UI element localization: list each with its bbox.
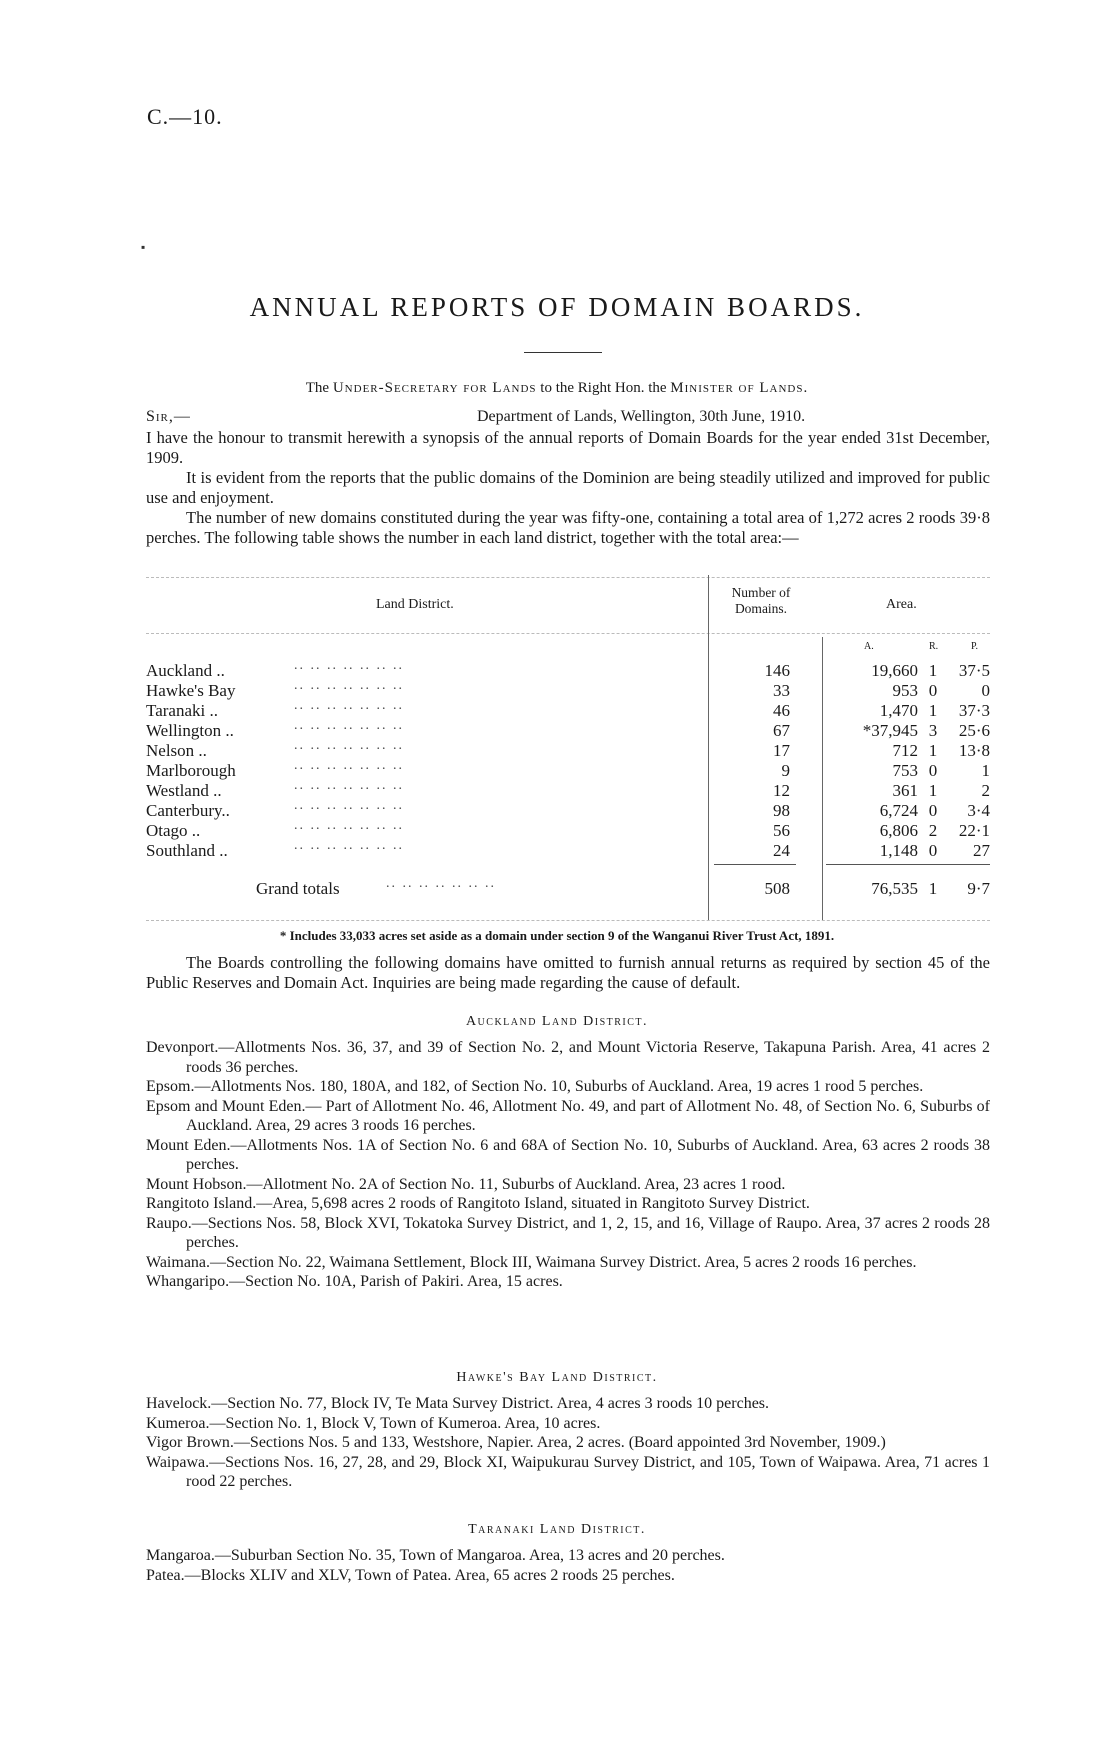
roods-cell: 0 [928, 801, 938, 820]
table-footnote: * Includes 33,033 acres set aside as a domain under section 9 of the Wanganui River Trust Act, 1891. [279, 928, 835, 943]
number-cell: 33 [773, 681, 790, 700]
number-cell: 46 [773, 701, 790, 720]
auckland-entries [146, 1038, 990, 1292]
acres-cell: 19,660 [871, 661, 918, 680]
perches-cell: 27 [973, 841, 990, 860]
table-top-rule [146, 577, 990, 578]
addressee-to: Minister of Lands. [670, 380, 809, 396]
roods-cell: 0 [928, 761, 938, 780]
page-identifier: C.—10. [147, 104, 223, 129]
district-cell: Westland .. [146, 781, 222, 800]
acres-cell: 953 [892, 681, 918, 700]
title-rule [524, 352, 602, 353]
dot-leader: .. .. .. .. .. .. .. [386, 876, 496, 891]
roods-cell: 1 [928, 701, 938, 720]
acres-cell: 712 [892, 741, 918, 760]
roods-cell: 1 [928, 661, 938, 680]
domain-entry: Epsom and Mount Eden.— Part of Allotment No. 46, Allotment No. 49, and part of Allotment No. 48, of Section No. 6, Suburbs of Auckland. Area, 29 acres 3 roods 16 perches. [146, 1097, 990, 1134]
domain-entry: Vigor Brown.—Sections Nos. 5 and 133, Westshore, Napier. Area, 2 acres. (Board appointed 3rd November, 1909.) [146, 1434, 886, 1451]
number-cell: 9 [781, 761, 790, 780]
domains-table [146, 575, 990, 925]
perches-cell: 0 [981, 681, 990, 700]
scan-speck: ▪ [141, 240, 146, 254]
district-cell: Auckland .. [146, 661, 225, 680]
roods-cell: 2 [928, 821, 938, 840]
number-cell: 56 [773, 821, 790, 840]
domain-entry: Kumeroa.—Section No. 1, Block V, Town of Kumeroa. Area, 10 acres. [146, 1414, 601, 1432]
intro-paragraphs [146, 428, 990, 548]
district-cell: Canterbury.. [146, 801, 230, 820]
district-cell: Wellington .. [146, 721, 234, 740]
total-rule [714, 864, 796, 865]
domain-entry: Patea.—Blocks XLIV and XLV, Town of Patea. Area, 65 acres 2 roods 25 perches. [146, 1566, 675, 1584]
perches-cell: 1 [981, 761, 990, 780]
page-title: ANNUAL REPORTS OF DOMAIN BOARDS. [249, 292, 865, 322]
district-cell: Nelson .. [146, 741, 207, 760]
acres-cell: 753 [892, 761, 918, 780]
acres-cell: 6,724 [879, 801, 918, 820]
acres-cell: 361 [892, 781, 918, 800]
acres-cell: 1,470 [879, 701, 918, 720]
perches-cell: 2 [981, 781, 990, 800]
dot-leader: .. .. .. .. .. .. .. [294, 798, 404, 813]
paragraph-2: It is evident from the reports that the public domains of the Dominion are being steadily utilized and improved for public use and enjoyment. [146, 468, 990, 507]
boards-paragraph: The Boards controlling the following domains have omitted to furnish annual returns as required by section 45 of the Public Reserves and Domain Act. Inquiries are being made regarding the cause of default. [146, 953, 990, 992]
dot-leader: .. .. .. .. .. .. .. [294, 778, 404, 793]
total-acres: 76,535 [871, 879, 918, 898]
table-header-rule [146, 633, 990, 634]
addressee-mid: to the Right Hon. the [540, 380, 667, 396]
roods-cell: 1 [928, 781, 938, 800]
unit-roods: R. [929, 641, 939, 652]
district-cell: Otago .. [146, 821, 201, 840]
header-land-district: Land District. [376, 597, 454, 612]
total-label: Grand totals [256, 879, 340, 898]
department-line: Department of Lands, Wellington, 30th June, 1910. [477, 408, 806, 425]
paragraph-3: The number of new domains constituted during the year was fifty-one, containing a total area of 1,272 acres 2 roods 39·8 perches. The following table shows the number in each land district, together with the total area:— [146, 508, 990, 547]
roods-cell: 1 [928, 741, 938, 760]
table-total-row [146, 876, 990, 899]
roods-cell: 0 [928, 841, 938, 860]
total-perches: 9·7 [967, 879, 990, 898]
section-heading-hawkes-bay: Hawke's Bay Land District. [456, 1370, 658, 1385]
dot-leader: .. .. .. .. .. .. .. [294, 758, 404, 773]
perches-cell: 37·3 [958, 701, 990, 720]
district-cell: Taranaki .. [146, 701, 218, 720]
domain-entry: Havelock.—Section No. 77, Block IV, Te Mata Survey District. Area, 4 acres 3 roods 10 perches. [146, 1395, 770, 1412]
domain-entry: Devonport.—Allotments Nos. 36, 37, and 39 of Section No. 2, and Mount Victoria Reserve, Takapuna Parish. Area, 41 acres 2 roods 36 perches. [146, 1039, 990, 1076]
salutation: Sir,— [146, 408, 191, 425]
number-cell: 17 [773, 741, 790, 760]
total-number: 508 [764, 879, 790, 898]
unit-perches: P. [971, 641, 978, 652]
addressee-pre: The [305, 380, 330, 396]
district-cell: Hawke's Bay [146, 681, 236, 700]
perches-cell: 22·1 [958, 821, 990, 840]
table-bottom-rule [146, 920, 990, 921]
taranaki-entries [146, 1546, 990, 1585]
number-cell: 146 [764, 661, 790, 680]
perches-cell: 37·5 [958, 661, 990, 680]
domain-entry: Whangaripo.—Section No. 10A, Parish of Pakiri. Area, 15 acres. [146, 1273, 563, 1290]
district-cell: Southland .. [146, 841, 228, 860]
section-heading-taranaki: Taranaki Land District. [468, 1522, 646, 1537]
paragraph-1: I have the honour to transmit herewith a synopsis of the annual reports of Domain Boards for the year ended 31st December, 1909. [146, 428, 990, 467]
dot-leader: .. .. .. .. .. .. .. [294, 698, 404, 713]
acres-cell: 1,148 [879, 841, 918, 860]
total-roods: 1 [928, 879, 938, 898]
addressee-line [0, 380, 1114, 397]
number-cell: 98 [773, 801, 790, 820]
section-heading-auckland: Auckland Land District. [465, 1014, 649, 1029]
dot-leader: .. .. .. .. .. .. .. [294, 738, 404, 753]
dot-leader: .. .. .. .. .. .. .. [294, 718, 404, 733]
roods-cell: 0 [928, 681, 938, 700]
domain-entry: Mangaroa.—Suburban Section No. 35, Town of Mangaroa. Area, 13 acres and 20 perches. [146, 1547, 725, 1564]
domain-entry: Waimana.—Section No. 22, Waimana Settlement, Block III, Waimana Survey District. Area, 5 acres 2 roods 16 perches. [146, 1253, 917, 1271]
perches-cell: 13·8 [958, 741, 990, 760]
domain-entry: Waipawa.—Sections Nos. 16, 27, 28, and 29, Block XI, Waipukurau Survey District, and 105, Town of Waipawa. Area, 71 acres 1 rood 22 perches. [146, 1453, 990, 1490]
roods-cell: 3 [928, 721, 938, 740]
number-cell: 12 [773, 781, 790, 800]
header-area: Area. [886, 597, 917, 612]
domain-entry: Rangitoto Island.—Area, 5,698 acres 2 roods of Rangitoto Island, situated in Rangitoto Survey District. [146, 1195, 810, 1212]
domain-entry: Mount Eden.—Allotments Nos. 1A of Section No. 6 and 68A of Section No. 10, Suburbs of Auckland. Area, 63 acres 2 roods 38 perches. [146, 1136, 990, 1173]
dot-leader: .. .. .. .. .. .. .. [294, 658, 404, 673]
unit-acres: A. [864, 641, 874, 652]
domain-entry: Epsom.—Allotments Nos. 180, 180A, and 182, of Section No. 10, Suburbs of Auckland. Area, 19 acres 1 rood 5 perches. [146, 1078, 924, 1095]
number-cell: 24 [773, 841, 790, 860]
perches-cell: 25·6 [958, 721, 990, 740]
boards-paragraph-block [146, 953, 990, 993]
acres-cell: 6,806 [879, 821, 918, 840]
total-rule [826, 864, 990, 865]
acres-cell: *37,945 [862, 721, 918, 740]
domain-entry: Raupo.—Sections Nos. 58, Block XVI, Tokatoka Survey District, and 1, 2, 15, and 16, Village of Raupo. Area, 37 acres 2 roods 28 perches. [146, 1214, 990, 1251]
hawkes-bay-entries [146, 1394, 990, 1492]
dot-leader: .. .. .. .. .. .. .. [294, 838, 404, 853]
table-row [146, 838, 990, 861]
dot-leader: .. .. .. .. .. .. .. [294, 678, 404, 693]
district-cell: Marlborough [146, 761, 236, 780]
number-cell: 67 [773, 721, 790, 740]
domain-entry: Mount Hobson.—Allotment No. 2A of Section No. 11, Suburbs of Auckland. Area, 23 acres 1 rood. [146, 1175, 786, 1193]
header-number-of-domains: Number of Domains. [731, 585, 791, 616]
addressee-from: Under-Secretary for Lands [332, 380, 537, 396]
perches-cell: 3·4 [967, 801, 990, 820]
dot-leader: .. .. .. .. .. .. .. [294, 818, 404, 833]
